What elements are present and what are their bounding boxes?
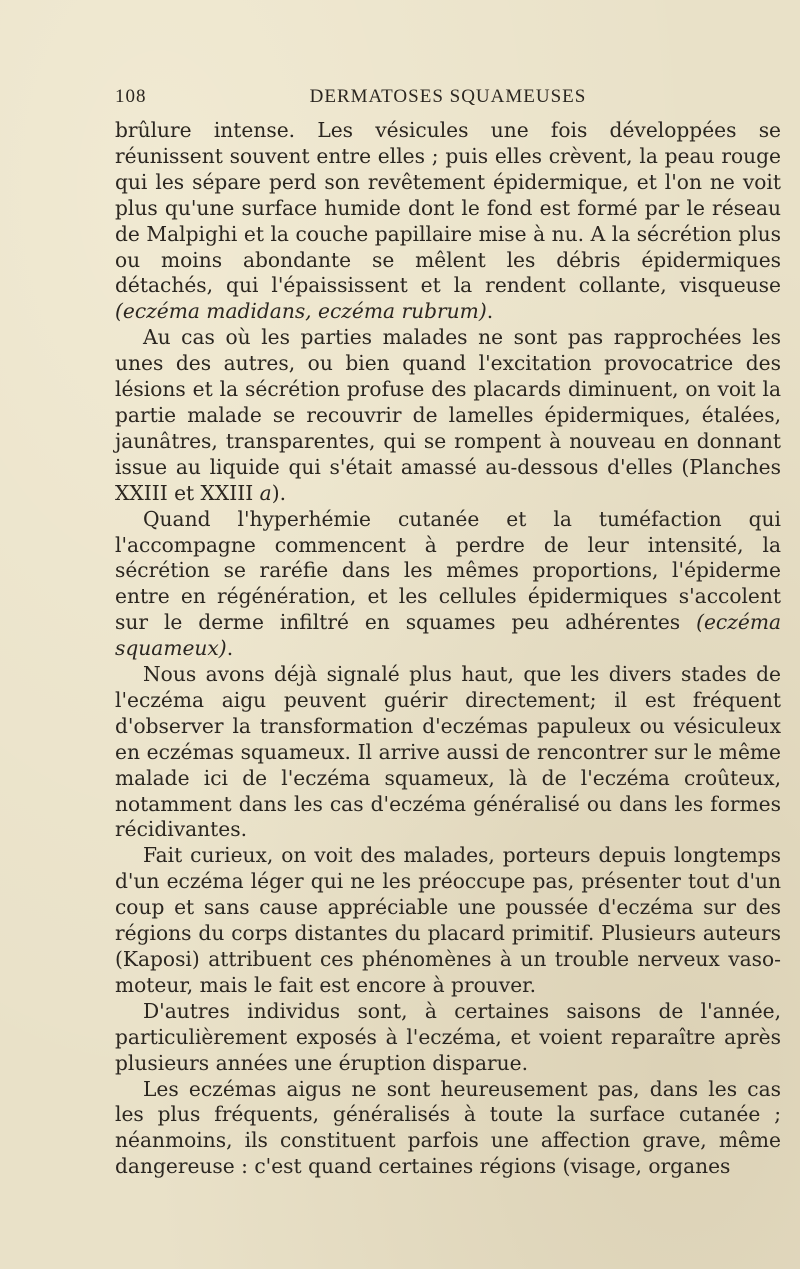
paragraph-text: ). (271, 480, 286, 505)
book-page (115, 80, 781, 1180)
paragraph-text: Quand l'hyperhémie cutanée et la tuméfaction qui l'accompagne commencent à perdre de leur intensité, la sécrétion se raréfie dans les mêmes proportions, l'épiderme entre en régénération, et les cellules épidermiques s'accolent sur le derme infiltré en squames peu adhérentes (115, 506, 781, 635)
italic-term: (eczéma squameux) (115, 610, 781, 661)
running-title: DERMATOSES SQUAMEUSES (309, 86, 587, 107)
body-text (115, 118, 781, 1180)
paragraph-text: brûlure intense. Les vésicules une fois développées se réunissent souvent entre elles ; puis elles crèvent, la peau rouge qui les sépare perd son revêtement épidermique, et l'on ne voit plus qu'une surface humide dont le fond est formé par le réseau de Malpighi et la couche papillaire mise à nu. A la sécrétion plus ou moins abondante se mêlent les débris épidermiques détachés, qui l'épaississent et la rendent collante, visqueuse (115, 118, 781, 298)
paragraph: Les eczémas aigus ne sont heureusement pas, dans les cas les plus fréquents, généralisés à toute la surface cutanée ; néanmoins, ils constituent parfois une affection grave, même dangereuse : c'est quand certaines régions (visage, organes (115, 1076, 781, 1179)
paragraph: D'autres individus sont, à certaines saisons de l'année, particulièrement exposés à l'eczéma, et voient reparaître après plusieurs années une éruption disparue. (115, 998, 781, 1075)
paragraph (115, 325, 781, 506)
paragraph (115, 118, 781, 325)
paragraph: Fait curieux, on voit des malades, porteurs depuis longtemps d'un eczéma léger qui ne les préoccupe pas, présenter tout d'un coup et sans cause appréciable une poussée d'eczéma sur des régions du corps distantes du placard primitif. Plusieurs auteurs (Kaposi) attribuent ces phénomènes à un trouble nerveux vaso-moteur, mais le fait est encore à prouver. (115, 843, 781, 997)
paragraph (115, 507, 781, 662)
italic-term: a (259, 480, 272, 505)
paragraph-text: . (486, 299, 494, 324)
page-number: 108 (115, 86, 147, 107)
running-head (115, 80, 781, 118)
paragraph-text: . (226, 636, 234, 661)
italic-term: (eczéma madidans, eczéma rubrum) (115, 299, 487, 324)
paragraph: Nous avons déjà signalé plus haut, que les divers stades de l'eczéma aigu peuvent guérir directement; il est fréquent d'observer la transformation d'eczémas papuleux ou vésiculeux en eczémas squameux. Il arrive aussi de rencontrer sur le même malade ici de l'eczéma squameux, là de l'eczéma croûteux, notamment dans les cas d'eczéma généralisé ou dans les formes récidivantes. (115, 662, 781, 842)
paragraph-text: Au cas où les parties malades ne sont pas rapprochées les unes des autres, ou bien quand l'excitation provocatrice des lésions et la sécrétion profuse des placards diminuent, on voit la partie malade se recouvrir de lamelles épidermiques, étalées, jaunâtres, transparentes, qui se rompent à nouveau en donnant issue au liquide qui s'était amassé au-dessous d'elles (Planches XXIII et XXIII (115, 325, 781, 505)
